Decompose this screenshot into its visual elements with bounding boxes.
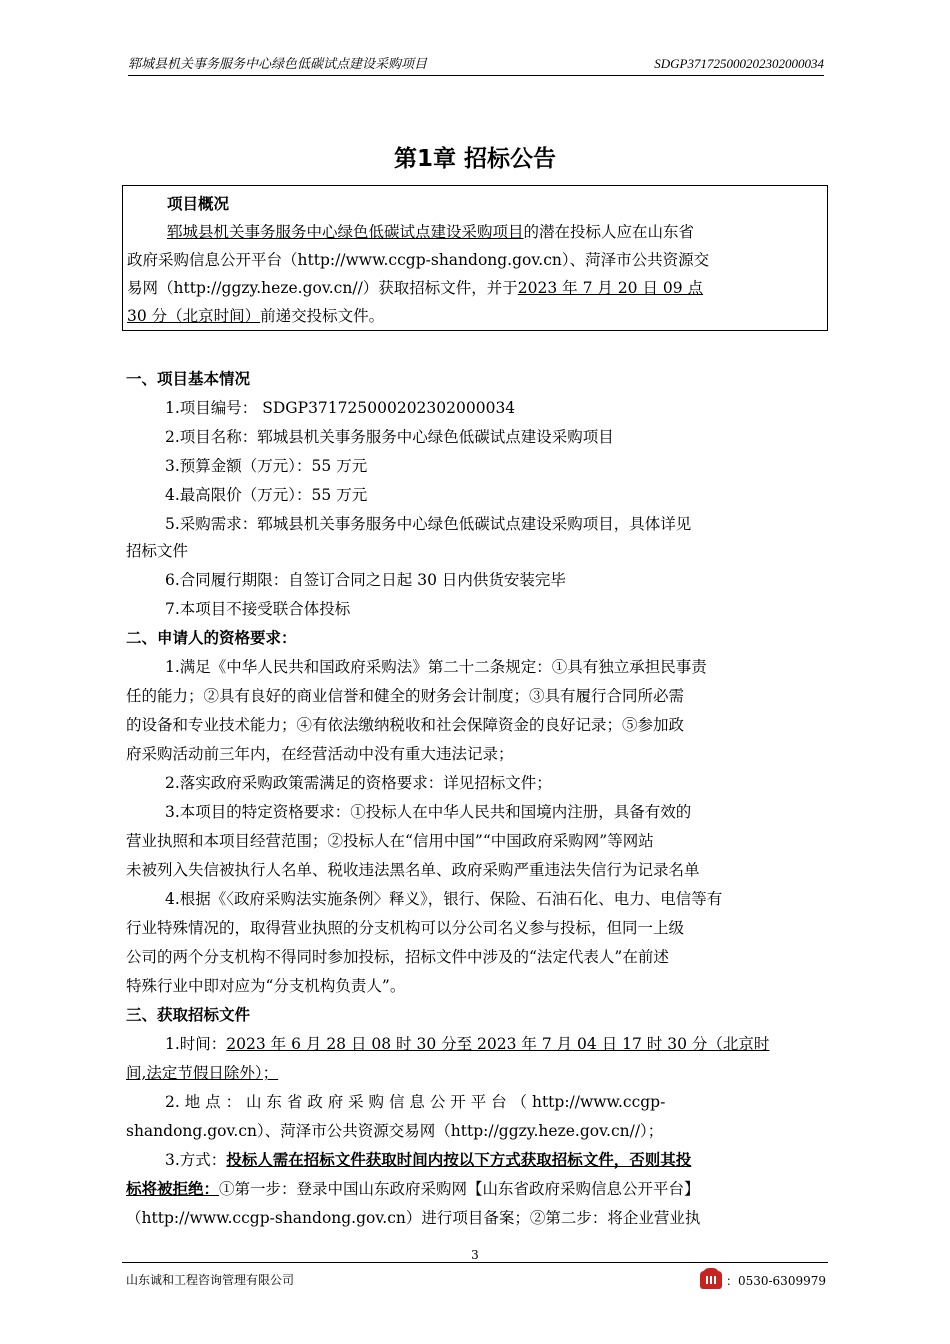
sec1-item: 5.采购需求：郓城县机关事务服务中心绿色低碳试点建设采购项目，具体详见 <box>165 515 692 533</box>
deadline-time: 30 分（北京时间） <box>127 307 261 325</box>
header-project-code: SDGP371725000202302000034 <box>654 56 824 71</box>
overview-line-4: 30 分（北京时间）前递交投标文件。 <box>127 307 385 325</box>
method-warning: 投标人需在招标文件获取时间内按以下方式获取招标文件，否则其投 <box>226 1151 692 1169</box>
section-1-heading: 一、项目基本情况 <box>126 370 251 388</box>
sec1-item: 招标文件 <box>126 542 189 560</box>
footer-phone: ：0530-6309979 <box>725 1273 826 1288</box>
sec2-line: 2.落实政府采购政策需满足的资格要求：详见招标文件； <box>165 774 552 792</box>
deadline-date: 2023 年 7 月 20 日 09 点 <box>517 279 704 297</box>
sec1-item: 6.合同履行期限：自签订合同之日起 30 日内供货安装完毕 <box>165 571 566 589</box>
sec2-line: 的设备和专业技术能力；④有依法缴纳税收和社会保障资金的良好记录；⑤参加政 <box>126 716 685 734</box>
telephone-icon <box>700 1271 722 1289</box>
page-number: 3 <box>471 1248 479 1262</box>
footer-contact <box>700 1271 826 1289</box>
overview-project-name: 郓城县机关事务服务中心绿色低碳试点建设采购项目 <box>167 223 524 241</box>
section-3-heading: 三、获取招标文件 <box>126 1006 251 1024</box>
overview-line-1: 郓城县机关事务服务中心绿色低碳试点建设采购项目的潜在投标人应在山东省 <box>167 223 695 241</box>
sec3-place-cont: shandong.gov.cn）、菏泽市公共资源交易网（http://ggzy.heze.gov.cn//）； <box>126 1122 664 1140</box>
sec2-line: 4.根据《〈政府采购法实施条例〉释义》，银行、保险、石油石化、电力、电信等有 <box>165 890 723 908</box>
sec2-line: 营业执照和本项目经营范围；②投标人在“信用中国”“中国政府采购网”等网站 <box>126 832 654 850</box>
sec1-item: 7.本项目不接受联合体投标 <box>165 600 351 618</box>
sec2-line: 1.满足《中华人民共和国政府采购法》第二十二条规定：①具有独立承担民事责 <box>165 658 707 676</box>
sec3-method-cont: 标将被拒绝：①第一步：登录中国山东政府采购网【山东省政府采购信息公开平台】 <box>126 1180 700 1198</box>
sec2-line: 任的能力；②具有良好的商业信誉和健全的财务会计制度；③具有履行合同所必需 <box>126 687 685 705</box>
overview-line-2: 政府采购信息公开平台（http://www.ccgp-shandong.gov.cn）、菏泽市公共资源交 <box>127 251 710 269</box>
sec2-line: 未被列入失信被执行人名单、税收违法黑名单、政府采购严重违法失信行为记录名单 <box>126 861 700 879</box>
sec2-line: 特殊行业中即对应为“分支机构负责人”。 <box>126 977 406 995</box>
sec1-item: 3.预算金额（万元）：55 万元 <box>165 457 368 475</box>
overview-line-3: 易网（http://ggzy.heze.gov.cn//）获取招标文件，并于2023 年 7 月 20 日 09 点 <box>127 279 704 297</box>
project-overview-box <box>122 185 828 331</box>
sec3-place: 2. 地 点 ： 山 东 省 政 府 采 购 信 息 公 开 平 台 （ http://www.ccgp- <box>165 1093 666 1111</box>
footer-divider <box>122 1262 828 1263</box>
sec2-line: 公司的两个分支机构不得同时参加投标，招标文件中涉及的“法定代表人”在前述 <box>126 948 669 966</box>
sec2-line: 府采购活动前三年内，在经营活动中没有重大违法记录； <box>126 745 514 763</box>
running-header <box>128 56 824 76</box>
header-project-name: 郓城县机关事务服务中心绿色低碳试点建设采购项目 <box>128 56 428 71</box>
sec1-item: 2.项目名称：郓城县机关事务服务中心绿色低碳试点建设采购项目 <box>165 428 614 446</box>
sec1-item: 1.项目编号： SDGP371725000202302000034 <box>165 399 516 417</box>
sec1-item: 4.最高限价（万元）：55 万元 <box>165 486 368 504</box>
overview-heading: 项目概况 <box>167 195 230 213</box>
sec2-line: 行业特殊情况的，取得营业执照的分支机构可以分公司名义参与投标，但同一上级 <box>126 919 685 937</box>
sec3-method: 3.方式：投标人需在招标文件获取时间内按以下方式获取招标文件，否则其投 <box>165 1151 692 1169</box>
chapter-title: 第1章 招标公告 <box>393 146 556 172</box>
sec2-line: 3.本项目的特定资格要求：①投标人在中华人民共和国境内注册，具备有效的 <box>165 803 692 821</box>
section-2-heading: 二、申请人的资格要求： <box>126 629 297 647</box>
sec3-time-cont: 间,法定节假日除外）； <box>126 1064 279 1082</box>
sec3-method-cont: （http://www.ccgp-shandong.gov.cn）进行项目备案；②第二步：将企业营业执 <box>126 1209 701 1227</box>
footer-company: 山东诚和工程咨询管理有限公司 <box>126 1273 295 1287</box>
acquisition-period: 2023 年 6 月 28 日 08 时 30 分至 2023 年 7 月 04 日 17 时 30 分（北京时 <box>226 1035 770 1053</box>
sec3-time: 1.时间：2023 年 6 月 28 日 08 时 30 分至 2023 年 7 月 04 日 17 时 30 分（北京时 <box>165 1035 770 1053</box>
